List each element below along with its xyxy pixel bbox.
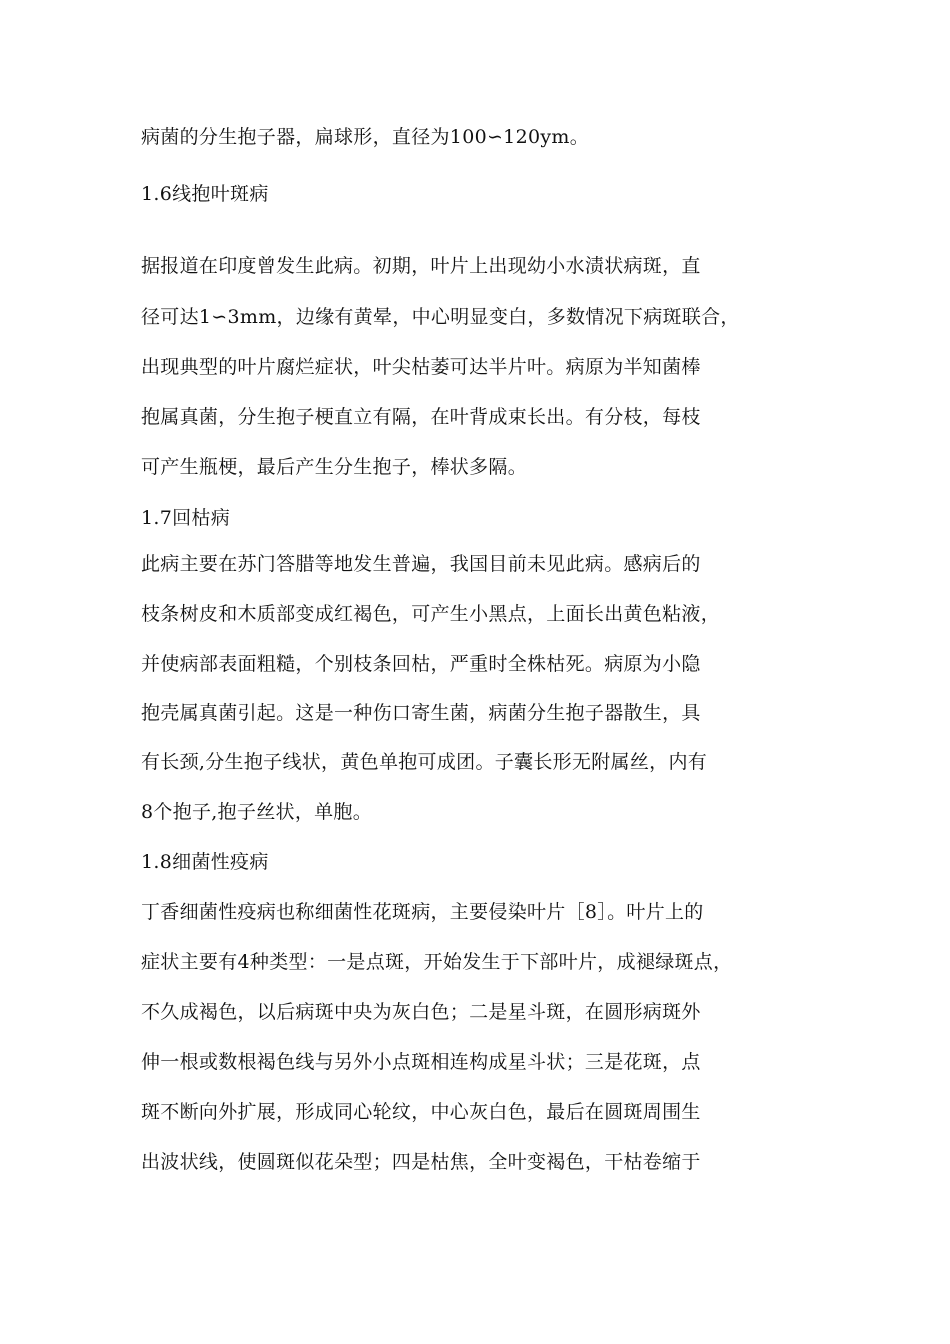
paragraph-line: 出波状线，使圆斑似花朵型；四是枯焦，全叶变褐色，干枯卷缩于 — [141, 1151, 701, 1173]
paragraph-line: 斑不断向外扩展，形成同心轮纹，中心灰白色，最后在圆斑周围生 — [141, 1101, 701, 1123]
paragraph-line: 症状主要有4种类型：一是点斑，开始发生于下部叶片，成褪绿斑点， — [141, 951, 733, 973]
paragraph-line: 并使病部表面粗糙，个别枝条回枯，严重时全株枯死。病原为小隐 — [141, 653, 701, 675]
paragraph-line: 丁香细菌性疫病也称细菌性花斑病，主要侵染叶片［8］。叶片上的 — [141, 901, 704, 923]
paragraph-line: 8个抱子,抱子丝状，单胞。 — [141, 801, 373, 823]
paragraph-line: 径可达1∽3mm，边缘有黄晕，中心明显变白，多数情况下病斑联合， — [141, 306, 740, 328]
paragraph-line: 病菌的分生抱子器，扁球形，直径为100∽120ym。 — [141, 126, 590, 148]
paragraph-line: 抱属真菌，分生抱子梗直立有隔，在叶背成束长出。有分枝，每枝 — [141, 406, 701, 428]
paragraph-line: 抱壳属真菌引起。这是一种伤口寄生菌，病菌分生抱子器散生，具 — [141, 702, 701, 724]
paragraph-line: 有长颈,分生抱子线状，黄色单抱可成团。子囊长形无附属丝，内有 — [141, 751, 708, 773]
paragraph-line: 据报道在印度曾发生此病。初期，叶片上出现幼小水渍状病斑，直 — [141, 255, 701, 277]
section-heading-1-8: 1.8细菌性疫病 — [141, 851, 269, 873]
paragraph-line: 伸一根或数根褐色线与另外小点斑相连构成星斗状；三是花斑，点 — [141, 1051, 701, 1073]
paragraph-line: 可产生瓶梗，最后产生分生抱子，棒状多隔。 — [141, 456, 528, 478]
section-heading-1-7: 1.7回枯病 — [141, 507, 231, 529]
paragraph-line: 不久成褐色，以后病斑中央为灰白色；二是星斗斑，在圆形病斑外 — [141, 1001, 701, 1023]
section-heading-1-6: 1.6线抱叶斑病 — [141, 183, 269, 205]
paragraph-line: 出现典型的叶片腐烂症状，叶尖枯萎可达半片叶。病原为半知菌棒 — [141, 356, 701, 378]
paragraph-line: 枝条树皮和木质部变成红褐色，可产生小黑点，上面长出黄色粘液， — [141, 603, 721, 625]
paragraph-line: 此病主要在苏门答腊等地发生普遍，我国目前未见此病。感病后的 — [141, 553, 701, 575]
